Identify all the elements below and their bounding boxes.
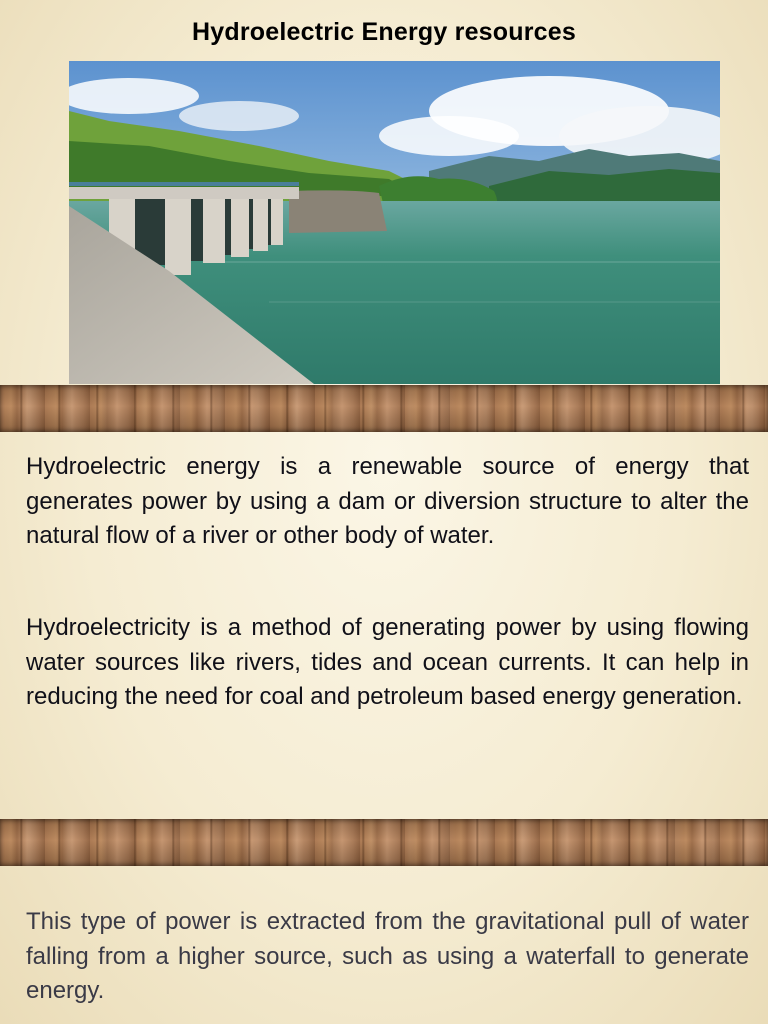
wood-plank-divider	[0, 819, 768, 866]
page-title: Hydroelectric Energy resources	[192, 18, 576, 46]
dam-reservoir-photo	[69, 61, 720, 384]
paragraph-definition: Hydroelectric energy is a renewable source of energy that generates power by using a dam or diversion structure to alter the natural flow of a river or other body of water.	[26, 453, 749, 549]
paragraph-method: Hydroelectricity is a method of generating power by using flowing water sources like rivers, tides and ocean currents. It can help in reducing the need for coal and petroleum based energy generation.	[26, 614, 749, 710]
paragraph-gravitational: This type of power is extracted from the gravitational pull of water falling from a higher source, such as using a waterfall to generate energy.	[26, 908, 749, 1004]
wood-plank-divider	[0, 385, 768, 432]
